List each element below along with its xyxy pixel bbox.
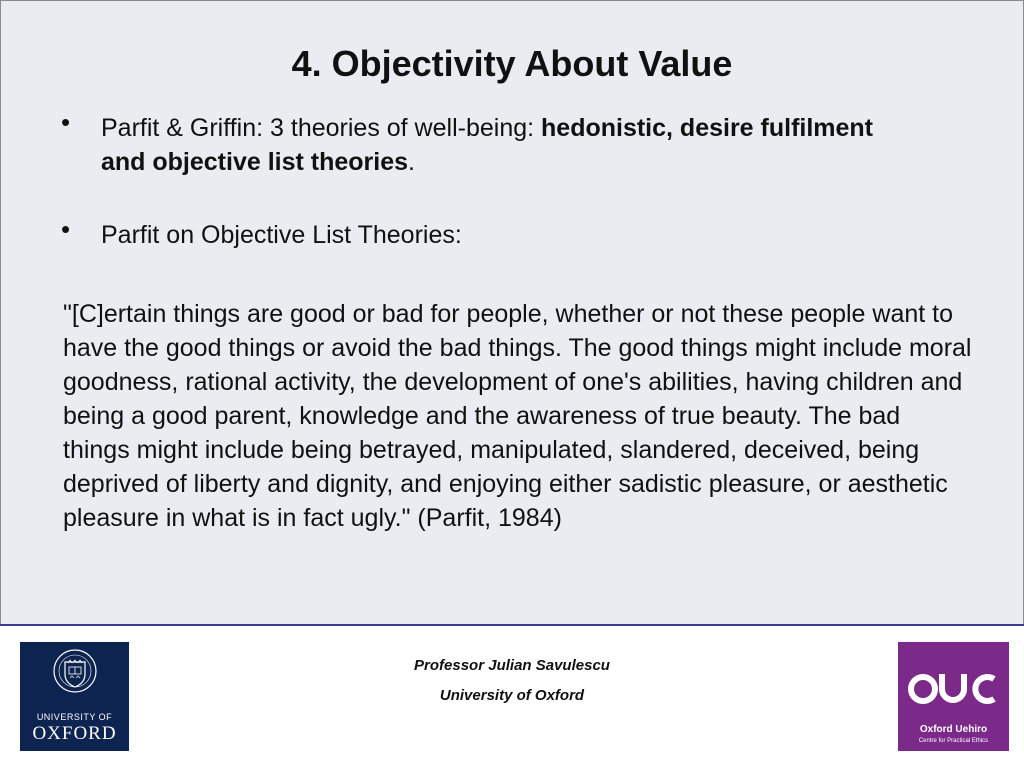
uehiro-logo (898, 642, 1009, 751)
footer-divider (0, 624, 1024, 626)
uehiro-logo-name: Oxford Uehiro (919, 724, 988, 735)
oxford-logo-line2: OXFORD (32, 723, 117, 744)
slide-title: 4. Objectivity About Value (291, 43, 733, 84)
bullet-item (61, 214, 921, 252)
bullet-item (61, 107, 921, 179)
presenter-name: Professor Julian Savulescu (414, 657, 610, 674)
bullet-marker: • (61, 214, 71, 244)
bullet-marker: • (61, 107, 71, 137)
uehiro-mark-icon (906, 664, 1001, 714)
bullet-text-bold: hedonistic, desire fulfilment and objective list theories (101, 114, 874, 176)
bullet-text-end: . (408, 148, 415, 176)
bullet-text (101, 111, 921, 179)
parfit-quote: "[C]ertain things are good or bad for people, whether or not these people want to have the good things or avoid the bad things. The good things might include moral goodness, rational activity, the development of one's abilities, having children and being a good parent, knowledge and the awareness of true beauty. The bad things might include being betrayed, manipulated, slandered, deceived, being deprived of liberty and dignity, and enjoying either sadistic pleasure, or aesthetic pleasure in what is in fact ugly." (Parfit, 1984) (63, 300, 972, 532)
bullet-text: Parfit on Objective List Theories: (101, 221, 462, 249)
bullet-text-plain: Parfit & Griffin: 3 theories of well-being: (101, 114, 542, 142)
institution-name: University of Oxford (439, 687, 585, 704)
uehiro-logo-subtitle: Centre for Practical Ethics (918, 738, 989, 744)
oxford-logo-line1: UNIVERSITY OF (36, 712, 113, 722)
